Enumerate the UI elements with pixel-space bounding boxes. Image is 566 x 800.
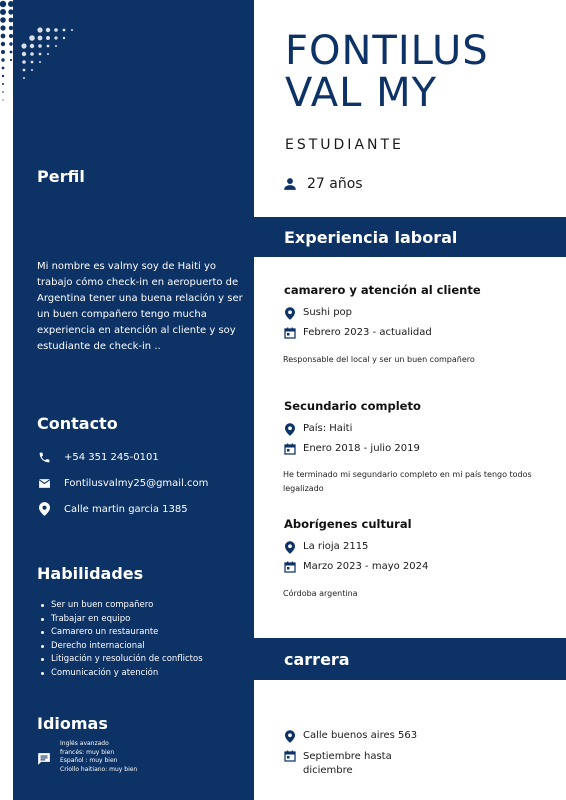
career-heading: carrera [284, 649, 350, 669]
skill-item: Derecho internacional [51, 640, 203, 654]
job-description: Córdoba argentina [283, 589, 358, 598]
career-place: Calle buenos aires 563 [303, 730, 418, 741]
chat-bubble-icon [37, 751, 51, 764]
skill-item: Trabajar en equipo [51, 613, 203, 627]
language-item: Criollo haitiano: muy bien [60, 765, 138, 773]
location-pin-icon [284, 307, 296, 319]
contact-email[interactable]: Fontilusvalmy25@gmail.com [64, 477, 209, 489]
languages-list [60, 740, 137, 774]
location-pin-icon [284, 730, 296, 742]
skill-item: Comunicación y atención [51, 667, 203, 681]
skill-item: Ser un buen compañero [51, 599, 203, 613]
job-place-row [284, 423, 352, 435]
email-icon [37, 476, 51, 490]
age-value: 27 años [307, 176, 363, 192]
career-place-row [284, 730, 417, 742]
contact-email-row [37, 476, 208, 490]
job-dates: Febrero 2023 - actualidad [303, 327, 432, 338]
job-title: camarero y atención al cliente [284, 283, 481, 297]
job-dates-row [284, 561, 428, 573]
job-dates: Marzo 2023 - mayo 2024 [303, 561, 429, 572]
skill-item: Camarero un restaurante [51, 626, 203, 640]
language-item: Español : muy bien [60, 757, 118, 764]
language-item: francés: muy bien [60, 748, 115, 756]
experience-heading-band [254, 217, 566, 257]
contact-address-row [37, 502, 188, 516]
profile-text: Mi nombre es valmy soy de Haiti yo trabajo cómo check-in en aeropuerto de Argentina tener una buena relación y ser un buen compañero tengo mucha experiencia en atención al cliente y soy estudiante de check-in .. [37, 261, 243, 352]
job-dates: Enero 2018 - julio 2019 [303, 443, 420, 454]
job-title: Secundario completo [284, 399, 421, 413]
full-name [285, 30, 489, 114]
skills-heading: Habilidades [37, 564, 144, 583]
name-line-2: VAL MY [285, 70, 438, 116]
halftone-dots-decoration [0, 0, 100, 110]
skills-list [37, 599, 203, 680]
calendar-icon [284, 750, 296, 762]
calendar-icon [284, 327, 296, 339]
job-description: Responsable del local y ser un buen compañero [283, 355, 475, 364]
calendar-icon [284, 561, 296, 573]
career-dates-line-1: Septiembre hasta [303, 751, 392, 762]
skill-item: Litigación y resolución de conflictos [51, 653, 203, 667]
age-row [283, 176, 363, 192]
location-pin-icon [284, 541, 296, 553]
job-role: ESTUDIANTE [285, 137, 404, 153]
career-dates-row [284, 750, 392, 778]
career-heading-band [254, 638, 566, 680]
phone-icon [37, 450, 51, 464]
job-title: Aborígenes cultural [284, 517, 412, 531]
job-place-row [284, 307, 352, 319]
contact-heading: Contacto [37, 414, 118, 433]
job-place: La rioja 2115 [303, 541, 369, 552]
location-pin-icon [284, 423, 296, 435]
name-line-1: FONTILUS [285, 28, 489, 74]
location-pin-icon [37, 502, 51, 516]
sidebar [13, 0, 254, 800]
calendar-icon [284, 443, 296, 455]
contact-phone-row [37, 450, 159, 464]
career-dates-line-2: diciembre [303, 765, 353, 776]
contact-address: Calle martin garcia 1385 [64, 503, 188, 515]
job-dates-row [284, 443, 420, 455]
language-item: Inglés avanzado [60, 740, 109, 747]
job-place-row [284, 541, 368, 553]
career-dates [303, 750, 392, 778]
job-dates-row [284, 327, 432, 339]
job-place: Sushi pop [303, 307, 353, 318]
languages-heading: Idiomas [37, 714, 108, 733]
job-place: País: Haiti [303, 423, 353, 434]
profile-heading: Perfil [37, 167, 85, 186]
job-description: He terminado mi segundario completo en mi país tengo todos legalizado [283, 470, 532, 493]
contact-phone[interactable]: +54 351 245-0101 [64, 451, 159, 463]
experience-heading: Experiencia laboral [284, 227, 458, 247]
person-icon [283, 177, 297, 191]
